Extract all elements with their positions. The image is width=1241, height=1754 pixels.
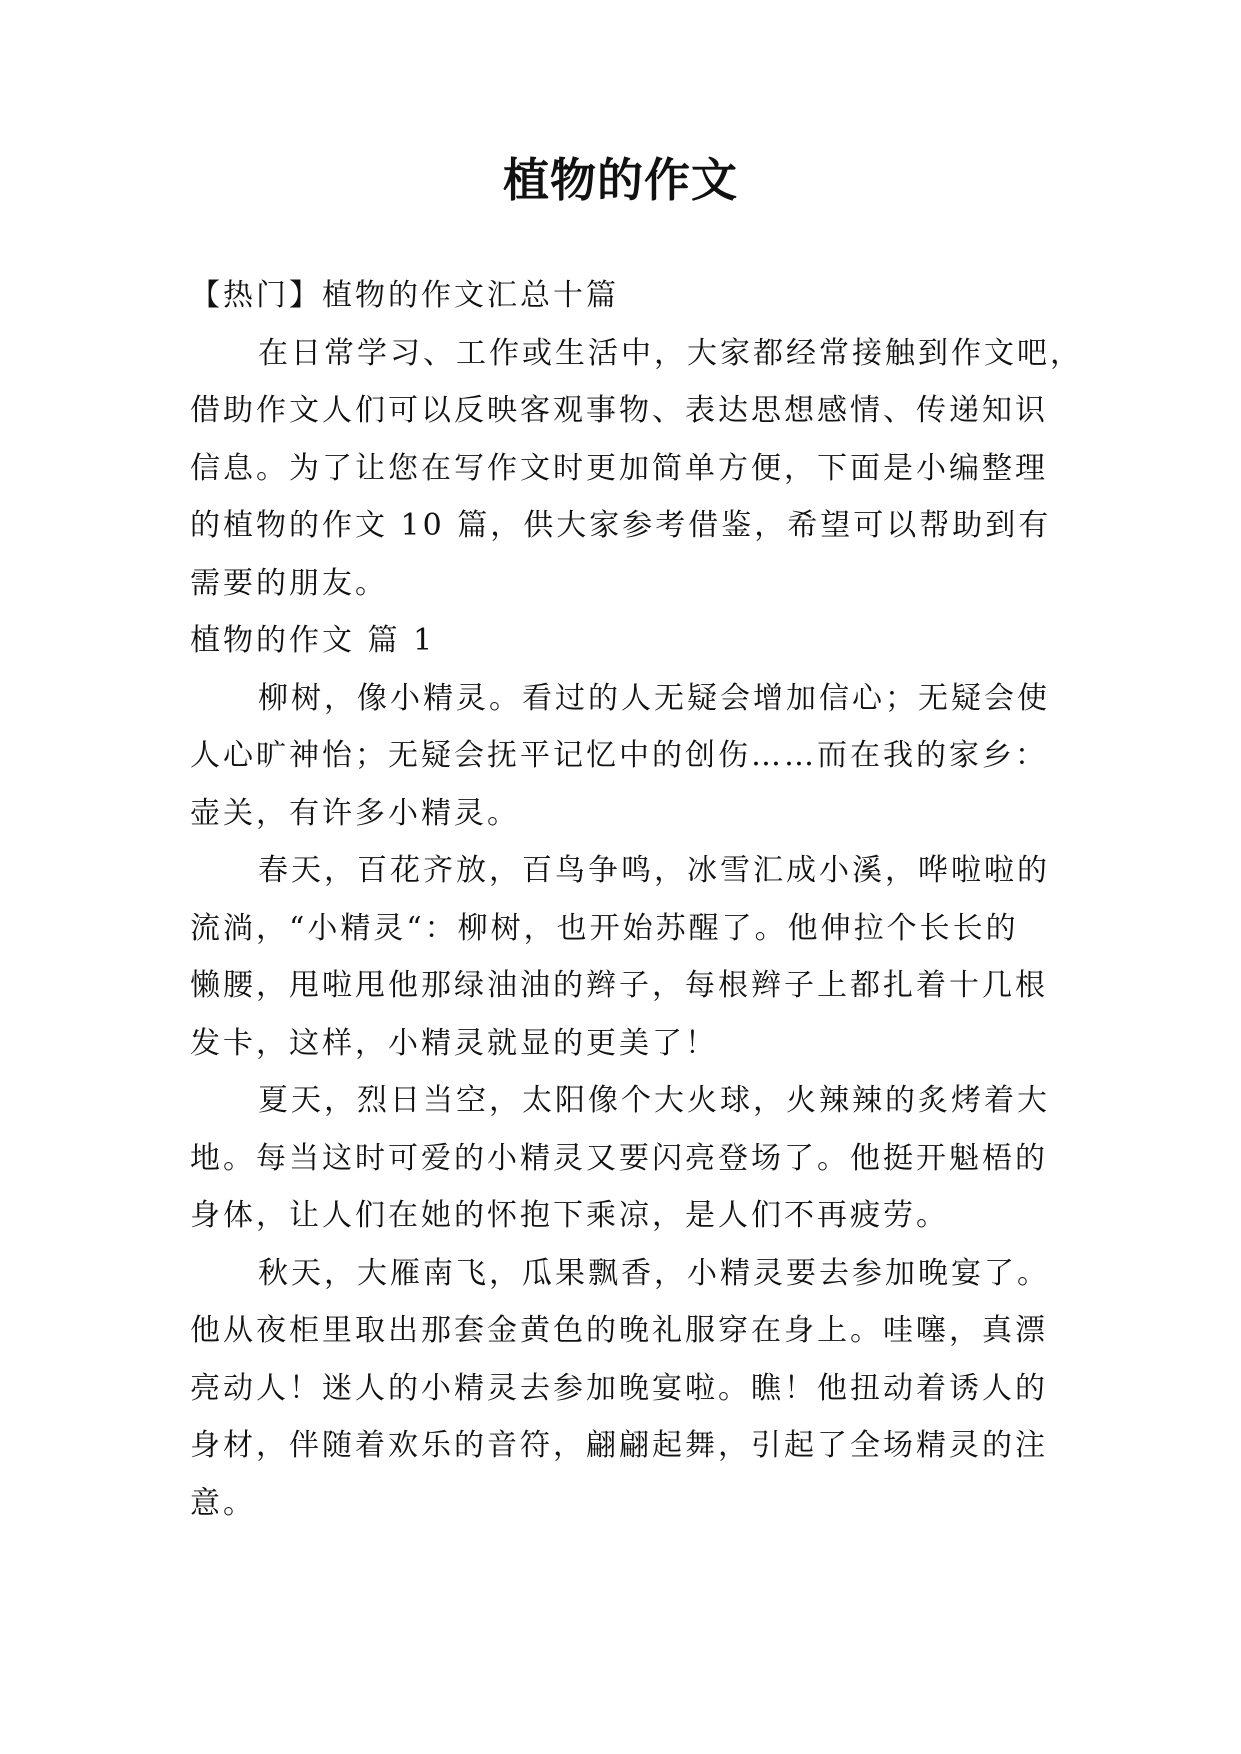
body-text-line: 懒腰，甩啦甩他那绿油油的辫子，每根辫子上都扎着十几根	[190, 968, 1048, 1003]
body-text-line: 发卡，这样，小精灵就显的更美了！	[190, 1025, 718, 1061]
body-text-line: 信息。为了让您在写作文时更加简单方便，下面是小编整理	[190, 450, 1048, 486]
body-text-line: 夏天，烈日当空，太阳像个大火球，火辣辣的炙烤着大	[258, 1083, 1050, 1118]
body-text-line: 在日常学习、工作或生活中，大家都经常接触到作文吧，	[258, 335, 1083, 371]
body-text-line: 的植物的作文 10 篇，供大家参考借鉴，希望可以帮助到有	[190, 508, 1052, 543]
section-heading: 植物的作文 篇 1	[190, 623, 436, 658]
body-text-line: 流淌，“小精灵“：柳树，也开始苏醒了。他伸拉个长长的	[190, 910, 1019, 946]
body-text-line: 借助作文人们可以反映客观事物、表达思想感情、传递知识	[190, 393, 1048, 428]
body-text-line: 柳树，像小精灵。看过的人无疑会增加信心；无疑会使	[258, 680, 1050, 716]
body-text-line: 壶关，有许多小精灵。	[190, 795, 520, 831]
body-text-line: 秋天，大雁南飞，瓜果飘香，小精灵要去参加晚宴了。	[258, 1255, 1050, 1291]
body-text-line: 需要的朋友。	[190, 565, 388, 601]
body-text-line: 身材，伴随着欢乐的音符，翩翩起舞，引起了全场精灵的注	[190, 1428, 1048, 1463]
body-text-line: 人心旷神怡；无疑会抚平记忆中的创伤……而在我的家乡：	[190, 738, 1048, 773]
body-text-line: 意。	[190, 1485, 256, 1521]
body-text-line: 春天，百花齐放，百鸟争鸣，冰雪汇成小溪，哗啦啦的	[258, 853, 1050, 888]
body-text-line: 亮动人！迷人的小精灵去参加晚宴啦。瞧！他扭动着诱人的	[190, 1370, 1048, 1406]
body-text-line: 身体，让人们在她的怀抱下乘凉，是人们不再疲劳。	[190, 1198, 949, 1233]
body-text-line: 地。每当这时可爱的小精灵又要闪亮登场了。他挺开魁梧的	[190, 1140, 1048, 1176]
body-text-line: 他从夜柜里取出那套金黄色的晚礼服穿在身上。哇噻，真漂	[190, 1313, 1048, 1348]
document-subtitle: 【热门】植物的作文汇总十篇	[190, 278, 619, 313]
page-title: 植物的作文	[503, 153, 738, 207]
